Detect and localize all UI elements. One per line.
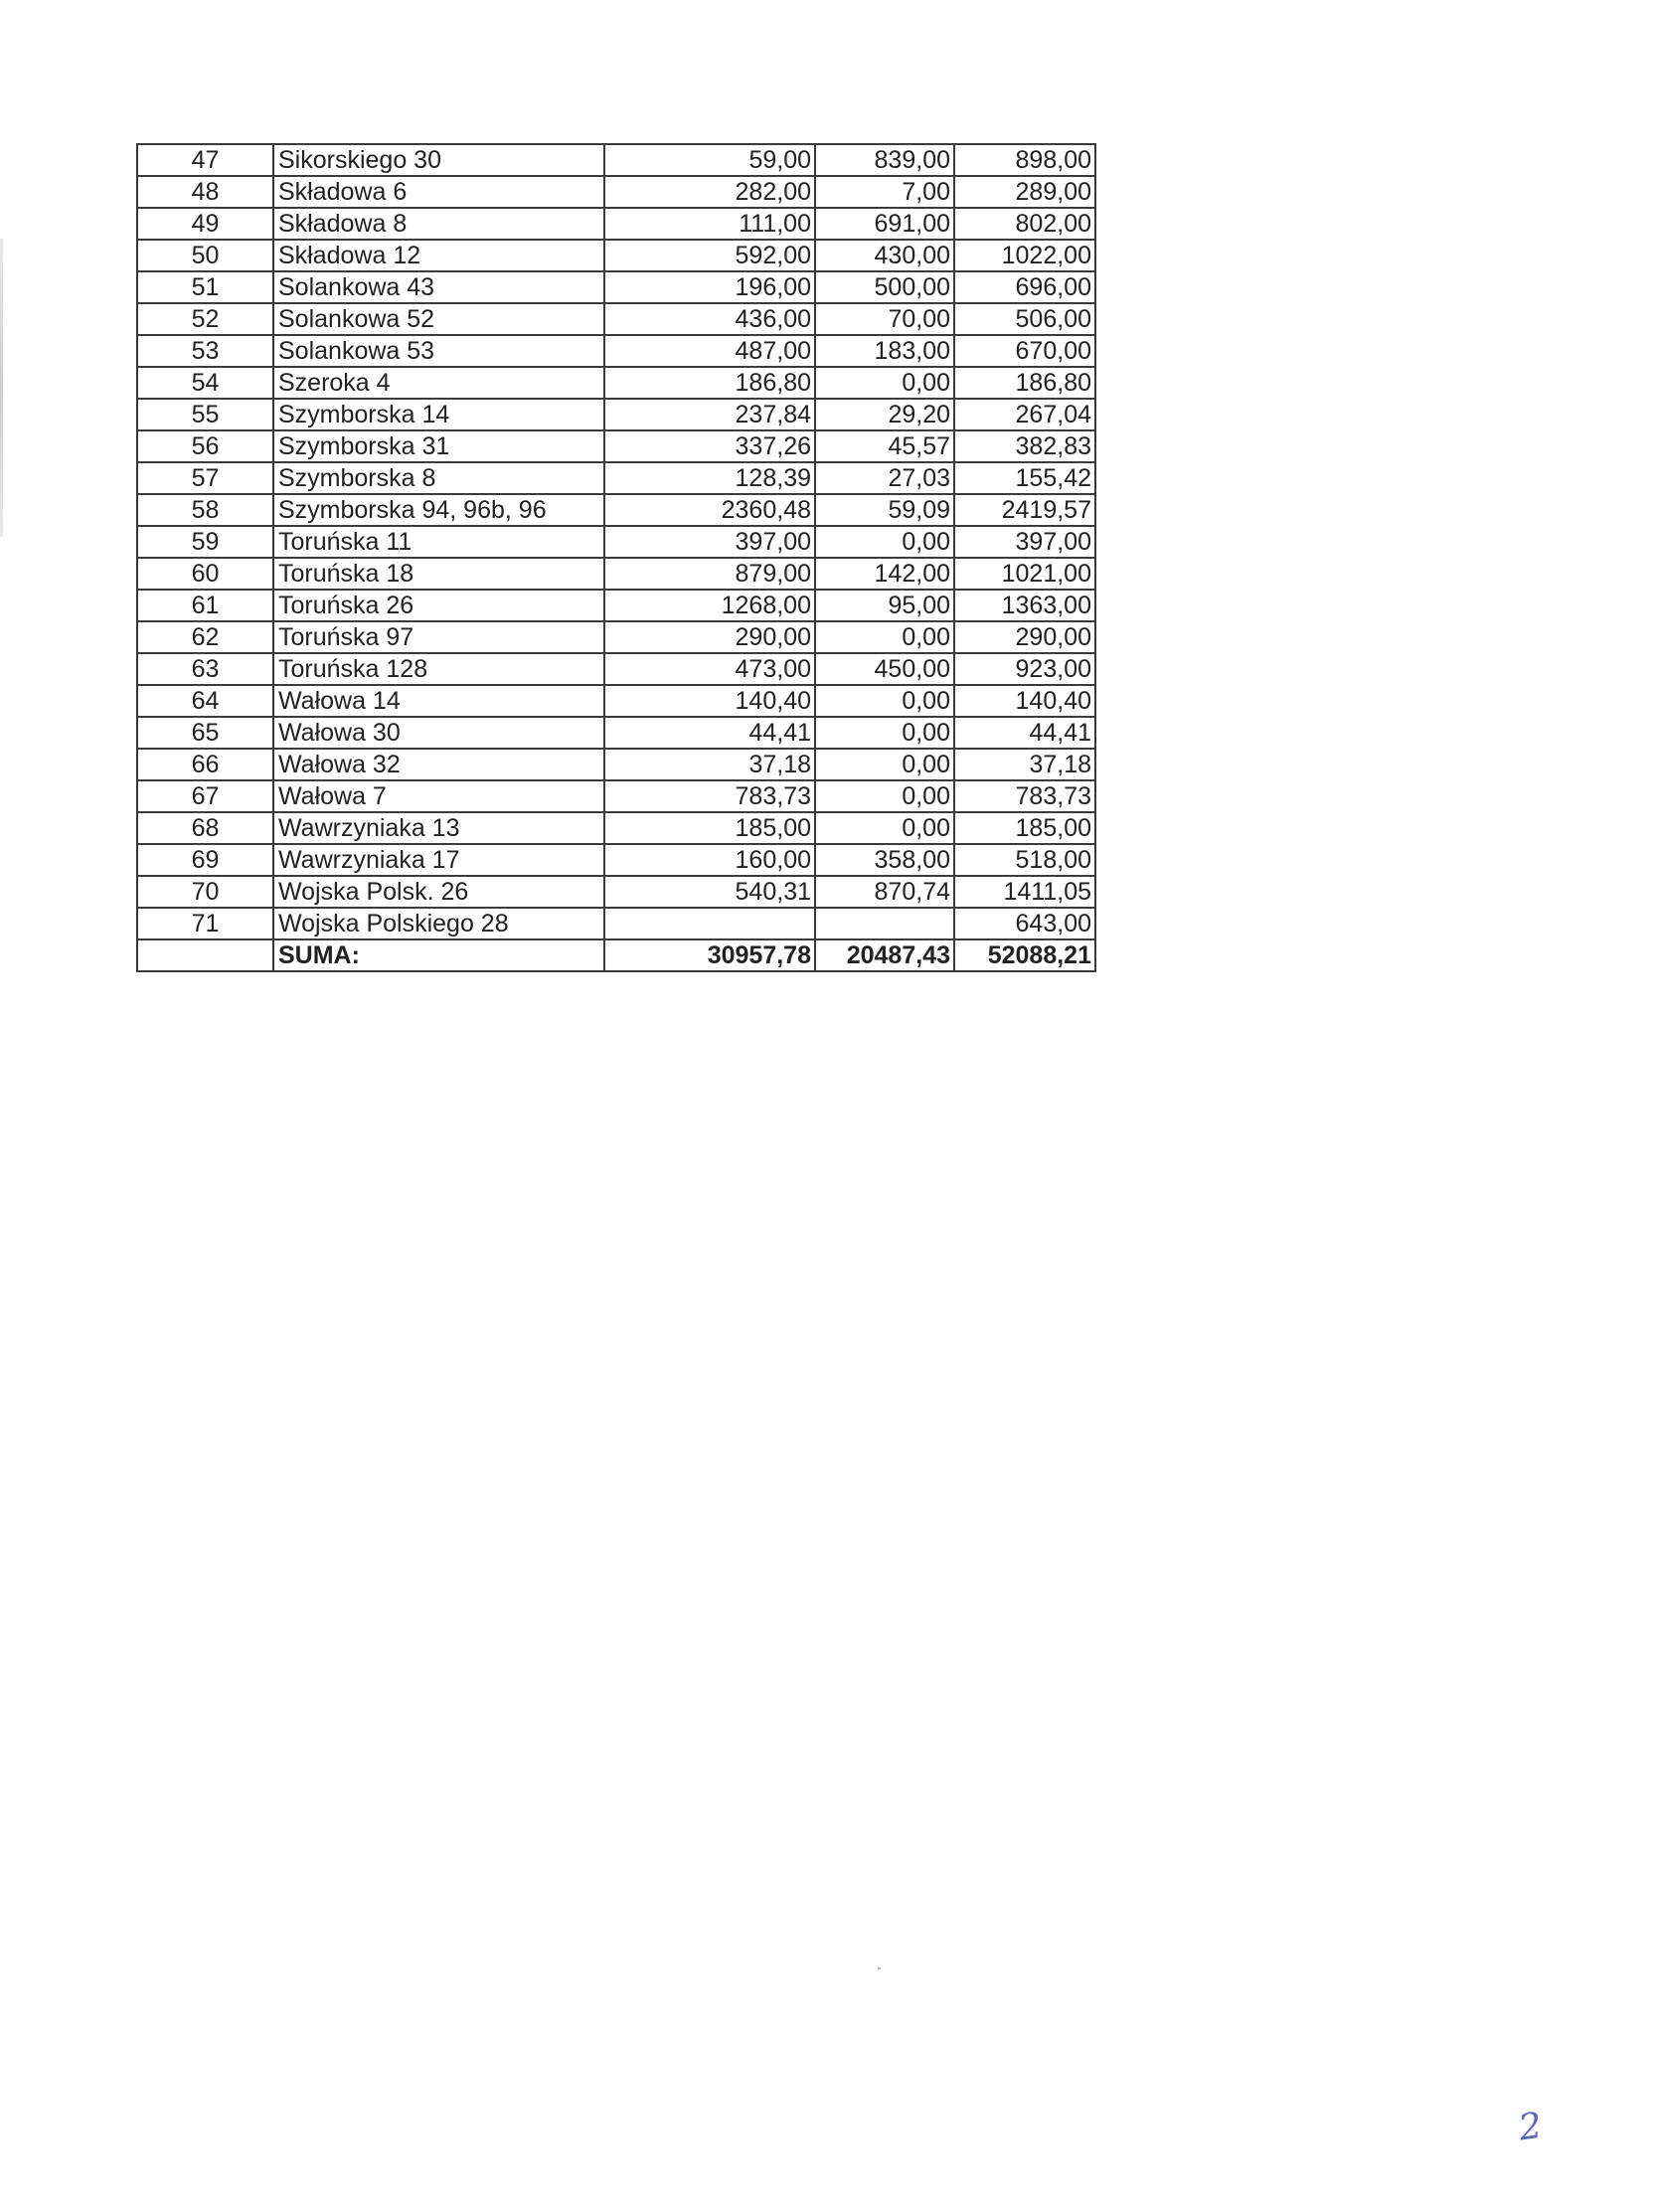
value-c-cell: 518,00 [954, 844, 1095, 876]
table-row [137, 240, 1095, 271]
value-a-cell: 237,84 [604, 399, 815, 430]
value-a-cell: 592,00 [604, 240, 815, 271]
address-cell: Szymborska 31 [273, 430, 604, 462]
value-b-cell: 839,00 [815, 144, 954, 176]
value-b-cell: 0,00 [815, 621, 954, 653]
value-c-cell: 898,00 [954, 144, 1095, 176]
value-b-cell: 45,57 [815, 430, 954, 462]
scan-speck [878, 1967, 881, 1969]
value-c-cell: 37,18 [954, 749, 1095, 780]
row-number-cell: 47 [137, 144, 273, 176]
row-number-cell: 69 [137, 844, 273, 876]
value-a-cell: 783,73 [604, 780, 815, 812]
table-row [137, 526, 1095, 558]
address-cell: Składowa 12 [273, 240, 604, 271]
value-a-cell: 2360,48 [604, 494, 815, 526]
address-cell: Solankowa 52 [273, 303, 604, 335]
table-row [137, 399, 1095, 430]
value-c-cell: 1411,05 [954, 876, 1095, 908]
row-number-cell: 68 [137, 812, 273, 844]
address-cell: Toruńska 97 [273, 621, 604, 653]
table-row [137, 876, 1095, 908]
value-a-cell: 487,00 [604, 335, 815, 367]
address-cell: Wałowa 7 [273, 780, 604, 812]
value-b-cell: 430,00 [815, 240, 954, 271]
row-number-cell: 49 [137, 208, 273, 240]
sum-value-b: 20487,43 [815, 939, 954, 971]
value-c-cell: 44,41 [954, 717, 1095, 749]
table-row [137, 558, 1095, 590]
sum-number-cell [137, 939, 273, 971]
table-body [137, 144, 1095, 971]
address-cell: Składowa 6 [273, 176, 604, 208]
value-b-cell: 29,20 [815, 399, 954, 430]
value-c-cell: 1021,00 [954, 558, 1095, 590]
value-a-cell: 196,00 [604, 271, 815, 303]
value-c-cell: 1363,00 [954, 590, 1095, 621]
value-a-cell: 397,00 [604, 526, 815, 558]
table-row [137, 685, 1095, 717]
value-c-cell: 1022,00 [954, 240, 1095, 271]
row-number-cell: 51 [137, 271, 273, 303]
value-c-cell: 397,00 [954, 526, 1095, 558]
value-a-cell: 186,80 [604, 367, 815, 399]
row-number-cell: 66 [137, 749, 273, 780]
row-number-cell: 62 [137, 621, 273, 653]
table-row [137, 717, 1095, 749]
value-b-cell: 0,00 [815, 717, 954, 749]
value-b-cell: 0,00 [815, 367, 954, 399]
row-number-cell: 71 [137, 908, 273, 939]
value-a-cell [604, 908, 815, 939]
address-cell: Wawrzyniaka 17 [273, 844, 604, 876]
value-a-cell: 473,00 [604, 653, 815, 685]
row-number-cell: 64 [137, 685, 273, 717]
address-cell: Solankowa 43 [273, 271, 604, 303]
value-c-cell: 185,00 [954, 812, 1095, 844]
value-a-cell: 111,00 [604, 208, 815, 240]
value-b-cell: 59,09 [815, 494, 954, 526]
address-cost-table [136, 143, 1096, 972]
row-number-cell: 54 [137, 367, 273, 399]
address-cell: Toruńska 26 [273, 590, 604, 621]
value-b-cell: 450,00 [815, 653, 954, 685]
row-number-cell: 55 [137, 399, 273, 430]
table-row [137, 812, 1095, 844]
table-row [137, 621, 1095, 653]
value-b-cell: 142,00 [815, 558, 954, 590]
value-b-cell: 500,00 [815, 271, 954, 303]
table-row [137, 653, 1095, 685]
row-number-cell: 56 [137, 430, 273, 462]
table-row [137, 176, 1095, 208]
value-a-cell: 337,26 [604, 430, 815, 462]
table-row [137, 494, 1095, 526]
value-c-cell: 290,00 [954, 621, 1095, 653]
value-b-cell: 358,00 [815, 844, 954, 876]
value-b-cell: 70,00 [815, 303, 954, 335]
value-c-cell: 506,00 [954, 303, 1095, 335]
row-number-cell: 59 [137, 526, 273, 558]
table-row [137, 208, 1095, 240]
value-b-cell [815, 908, 954, 939]
value-a-cell: 436,00 [604, 303, 815, 335]
value-b-cell: 0,00 [815, 749, 954, 780]
row-number-cell: 63 [137, 653, 273, 685]
table-row [137, 908, 1095, 939]
table-row [137, 335, 1095, 367]
table-row [137, 749, 1095, 780]
value-a-cell: 540,31 [604, 876, 815, 908]
table-row [137, 430, 1095, 462]
sum-value-a: 30957,78 [604, 939, 815, 971]
row-number-cell: 65 [137, 717, 273, 749]
value-b-cell: 0,00 [815, 812, 954, 844]
address-cell: Składowa 8 [273, 208, 604, 240]
value-a-cell: 59,00 [604, 144, 815, 176]
value-b-cell: 183,00 [815, 335, 954, 367]
table-row [137, 590, 1095, 621]
handwritten-page-number: 2 [1516, 2105, 1545, 2149]
value-c-cell: 382,83 [954, 430, 1095, 462]
table-row [137, 462, 1095, 494]
value-a-cell: 1268,00 [604, 590, 815, 621]
value-c-cell: 670,00 [954, 335, 1095, 367]
value-c-cell: 140,40 [954, 685, 1095, 717]
value-b-cell: 870,74 [815, 876, 954, 908]
table-row [137, 303, 1095, 335]
address-cell: Wałowa 32 [273, 749, 604, 780]
value-c-cell: 696,00 [954, 271, 1095, 303]
value-c-cell: 289,00 [954, 176, 1095, 208]
value-b-cell: 0,00 [815, 780, 954, 812]
value-b-cell: 95,00 [815, 590, 954, 621]
value-a-cell: 282,00 [604, 176, 815, 208]
sum-value-c: 52088,21 [954, 939, 1095, 971]
address-cell: Wałowa 14 [273, 685, 604, 717]
address-cell: Sikorskiego 30 [273, 144, 604, 176]
address-cell: Toruńska 18 [273, 558, 604, 590]
table-row [137, 144, 1095, 176]
address-cell: Szymborska 8 [273, 462, 604, 494]
row-number-cell: 53 [137, 335, 273, 367]
value-a-cell: 128,39 [604, 462, 815, 494]
address-cell: Wojska Polskiego 28 [273, 908, 604, 939]
row-number-cell: 60 [137, 558, 273, 590]
table-row [137, 780, 1095, 812]
address-cell: Wojska Polsk. 26 [273, 876, 604, 908]
row-number-cell: 52 [137, 303, 273, 335]
value-c-cell: 155,42 [954, 462, 1095, 494]
value-b-cell: 7,00 [815, 176, 954, 208]
value-a-cell: 879,00 [604, 558, 815, 590]
value-a-cell: 37,18 [604, 749, 815, 780]
value-b-cell: 0,00 [815, 685, 954, 717]
value-c-cell: 186,80 [954, 367, 1095, 399]
table-row [137, 367, 1095, 399]
row-number-cell: 70 [137, 876, 273, 908]
address-cell: Toruńska 11 [273, 526, 604, 558]
value-a-cell: 185,00 [604, 812, 815, 844]
address-cell: Wawrzyniaka 13 [273, 812, 604, 844]
row-number-cell: 67 [137, 780, 273, 812]
value-c-cell: 267,04 [954, 399, 1095, 430]
address-cell: Szymborska 94, 96b, 96 [273, 494, 604, 526]
value-c-cell: 783,73 [954, 780, 1095, 812]
value-c-cell: 802,00 [954, 208, 1095, 240]
address-cell: Solankowa 53 [273, 335, 604, 367]
sum-row [137, 939, 1095, 971]
value-b-cell: 0,00 [815, 526, 954, 558]
table-row [137, 844, 1095, 876]
value-a-cell: 44,41 [604, 717, 815, 749]
sum-label: SUMA: [273, 939, 604, 971]
value-a-cell: 290,00 [604, 621, 815, 653]
value-c-cell: 2419,57 [954, 494, 1095, 526]
row-number-cell: 50 [137, 240, 273, 271]
value-b-cell: 691,00 [815, 208, 954, 240]
value-a-cell: 140,40 [604, 685, 815, 717]
row-number-cell: 57 [137, 462, 273, 494]
row-number-cell: 48 [137, 176, 273, 208]
address-cell: Szymborska 14 [273, 399, 604, 430]
value-a-cell: 160,00 [604, 844, 815, 876]
value-b-cell: 27,03 [815, 462, 954, 494]
row-number-cell: 61 [137, 590, 273, 621]
address-cell: Szeroka 4 [273, 367, 604, 399]
address-cell: Toruńska 128 [273, 653, 604, 685]
address-cell: Wałowa 30 [273, 717, 604, 749]
table-row [137, 271, 1095, 303]
value-c-cell: 923,00 [954, 653, 1095, 685]
row-number-cell: 58 [137, 494, 273, 526]
scan-edge-shadow [0, 239, 3, 537]
value-c-cell: 643,00 [954, 908, 1095, 939]
